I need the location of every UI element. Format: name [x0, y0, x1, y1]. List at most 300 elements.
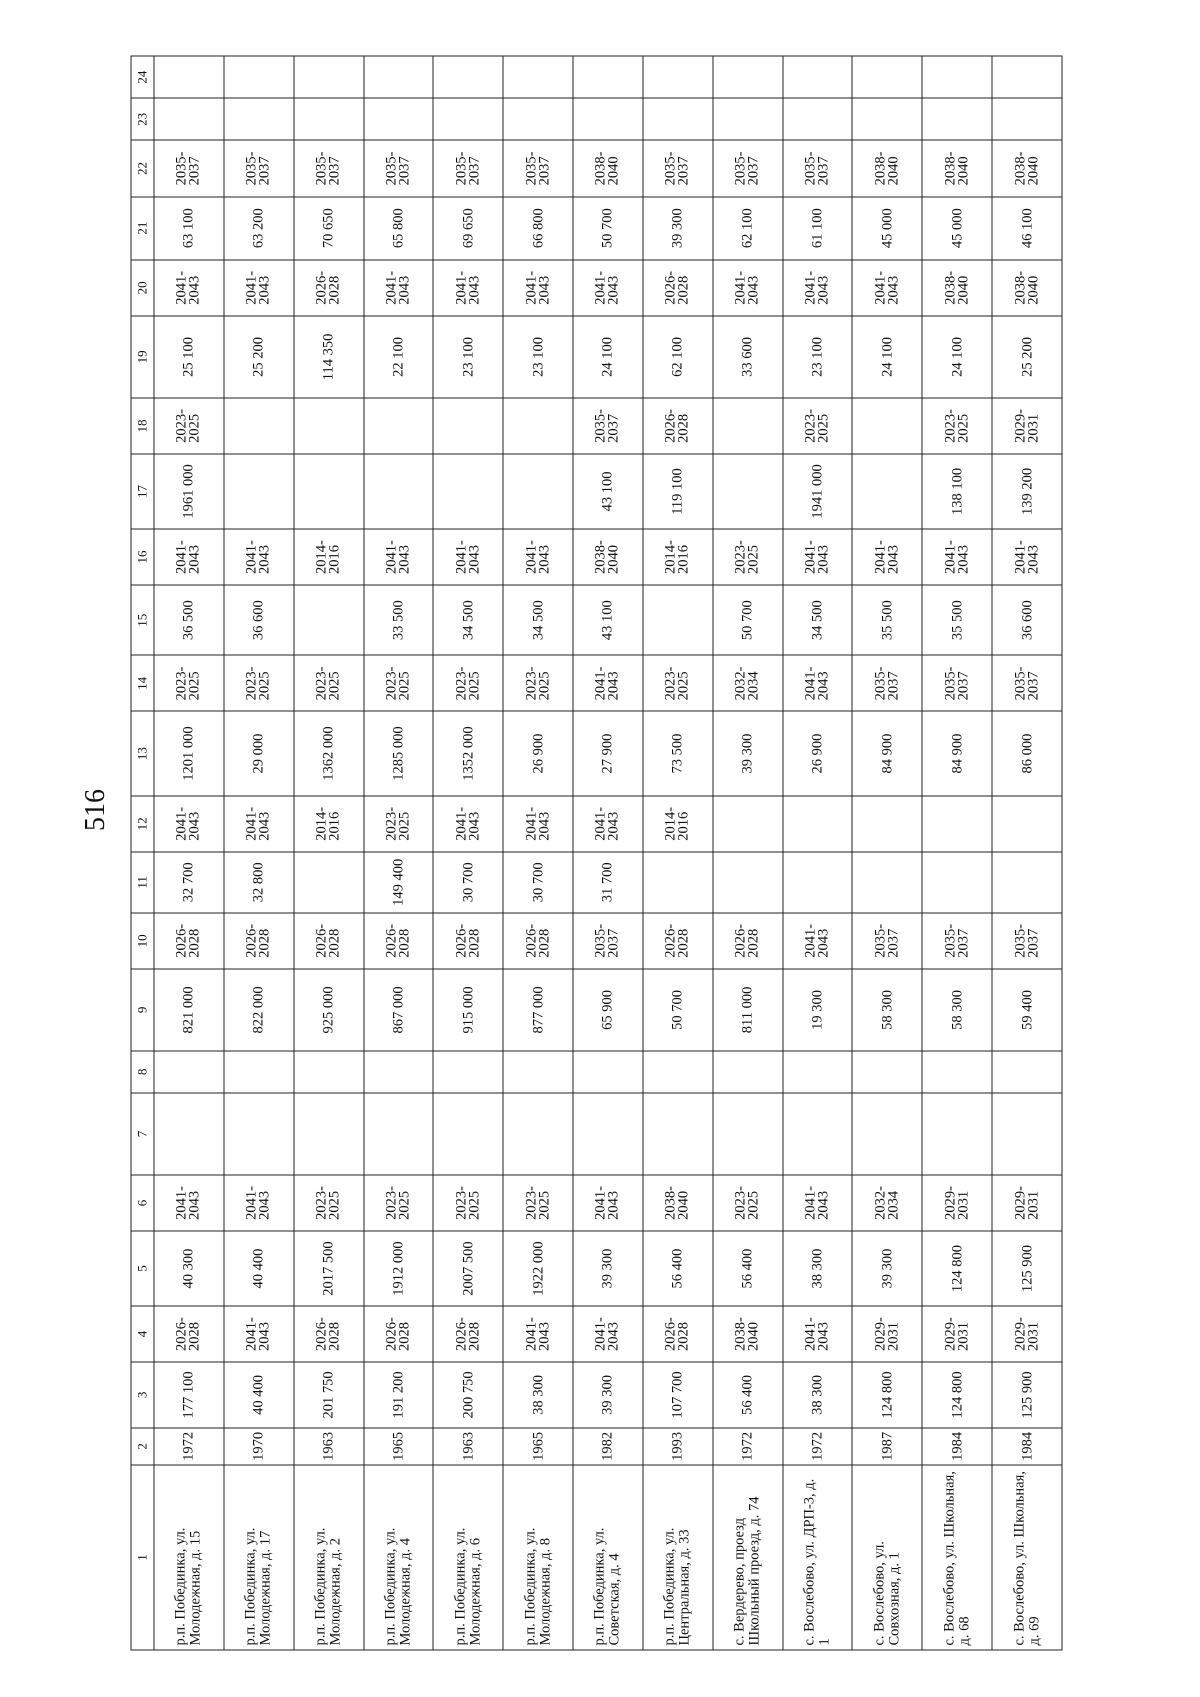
table-cell — [922, 1050, 992, 1092]
table-cell — [503, 140, 573, 196]
table-cell — [363, 655, 433, 711]
table-cell: 22 100 — [363, 315, 433, 397]
table-cell: 62 100 — [712, 196, 782, 259]
table-cell — [922, 98, 992, 140]
table-cell: 25 100 — [154, 315, 224, 397]
table-cell — [363, 528, 433, 584]
column-header: 12 — [131, 795, 154, 851]
table-cell: 24 100 — [922, 315, 992, 397]
table-cell: 65 900 — [573, 968, 643, 1050]
table-cell — [573, 1305, 643, 1361]
table-cell — [293, 851, 363, 912]
table-cell — [293, 56, 363, 98]
column-header: 4 — [131, 1305, 154, 1361]
year-range: 2041- 2043 — [173, 270, 203, 305]
table-cell — [992, 140, 1062, 196]
table-cell — [573, 1174, 643, 1230]
year-range: 2023- 2025 — [313, 665, 343, 700]
table-row — [223, 56, 293, 1650]
column-header: 21 — [131, 196, 154, 259]
table-cell — [154, 98, 224, 140]
year-range: 2041- 2043 — [732, 270, 762, 305]
table-cell: 1965 — [503, 1427, 573, 1464]
table-cell: 1912 000 — [363, 1231, 433, 1306]
column-header: 24 — [131, 56, 154, 98]
year-range: 2026- 2028 — [313, 270, 343, 305]
table-cell: 38 300 — [782, 1362, 852, 1428]
table-cell — [852, 795, 922, 851]
year-range: 2035- 2037 — [871, 665, 901, 700]
table-cell: 149 400 — [363, 851, 433, 912]
table-row — [363, 56, 433, 1650]
table-cell — [712, 1174, 782, 1230]
table-cell — [992, 912, 1062, 968]
table-cell — [573, 1092, 643, 1174]
table-cell — [223, 1050, 293, 1092]
table-cell: 32 700 — [154, 851, 224, 912]
year-range: 2041- 2043 — [243, 1185, 273, 1220]
year-range: 2035- 2037 — [313, 151, 343, 185]
table-cell — [293, 1174, 363, 1230]
table-cell — [712, 1092, 782, 1174]
year-range: 2023- 2025 — [382, 806, 412, 841]
table-cell — [223, 397, 293, 453]
table-cell: 27 900 — [573, 711, 643, 795]
table-cell — [223, 56, 293, 98]
table-cell — [363, 259, 433, 315]
year-range: 2014- 2016 — [313, 806, 343, 841]
year-range: 2041- 2043 — [592, 806, 622, 841]
table-cell — [642, 1174, 712, 1230]
table-cell: 63 100 — [154, 196, 224, 259]
table-cell — [223, 140, 293, 196]
table-cell: 1201 000 — [154, 711, 224, 795]
table-cell — [363, 56, 433, 98]
table-cell: 40 300 — [154, 1231, 224, 1306]
table-cell — [852, 397, 922, 453]
table-cell: 34 500 — [503, 585, 573, 655]
year-range: 2038- 2040 — [592, 539, 622, 574]
year-range: 2026- 2028 — [662, 923, 692, 958]
table-cell — [503, 795, 573, 851]
year-range: 2041- 2043 — [871, 270, 901, 305]
table-cell: 1963 — [293, 1427, 363, 1464]
table-cell — [922, 1305, 992, 1361]
table-cell — [293, 259, 363, 315]
table-cell: 56 400 — [712, 1362, 782, 1428]
table-cell — [293, 1050, 363, 1092]
year-range: 2038- 2040 — [1011, 151, 1041, 185]
table-cell — [992, 795, 1062, 851]
table-cell: 30 700 — [503, 851, 573, 912]
year-range: 2014- 2016 — [662, 806, 692, 841]
table-cell: 58 300 — [922, 968, 992, 1050]
table-cell: 61 100 — [782, 196, 852, 259]
year-range: 2026- 2028 — [313, 1316, 343, 1351]
table-cell: 138 100 — [922, 454, 992, 529]
table-cell — [433, 1050, 503, 1092]
address-cell: р.п. Побединка, ул. Молодежная, д. 17 — [223, 1465, 293, 1650]
table-cell — [433, 655, 503, 711]
table-cell: 1982 — [573, 1427, 643, 1464]
table-cell: 32 800 — [223, 851, 293, 912]
table-cell: 24 100 — [852, 315, 922, 397]
year-range: 2035- 2037 — [941, 923, 971, 958]
table-cell: 45 000 — [852, 196, 922, 259]
table-cell — [433, 1092, 503, 1174]
table-row — [154, 56, 224, 1650]
table-cell — [782, 795, 852, 851]
year-range: 2041- 2043 — [592, 1316, 622, 1351]
year-range: 2041- 2043 — [452, 270, 482, 305]
table-cell — [573, 912, 643, 968]
table-cell — [852, 98, 922, 140]
table-cell — [852, 1174, 922, 1230]
table-cell: 925 000 — [293, 968, 363, 1050]
table-cell: 1941 000 — [782, 454, 852, 529]
table-cell — [852, 1305, 922, 1361]
table-cell — [503, 454, 573, 529]
table-cell: 1972 — [712, 1427, 782, 1464]
table-row — [852, 56, 922, 1650]
table-cell — [293, 585, 363, 655]
table-cell — [642, 56, 712, 98]
table-cell: 1984 — [922, 1427, 992, 1464]
table-cell: 1961 000 — [154, 454, 224, 529]
table-cell — [573, 140, 643, 196]
table-cell: 66 800 — [503, 196, 573, 259]
table-cell — [642, 397, 712, 453]
year-range: 2038- 2040 — [732, 1316, 762, 1351]
year-range: 2041- 2043 — [522, 1316, 552, 1351]
table-cell: 39 300 — [642, 196, 712, 259]
year-range: 2035- 2037 — [592, 408, 622, 443]
table-cell — [154, 528, 224, 584]
header-row — [131, 56, 154, 1650]
year-range: 2035- 2037 — [452, 151, 482, 185]
table-cell: 124 800 — [852, 1362, 922, 1428]
column-header: 10 — [131, 912, 154, 968]
table-cell — [782, 851, 852, 912]
year-range: 2029- 2031 — [941, 1185, 971, 1220]
page-number: 516 — [80, 789, 111, 831]
table-cell: 125 900 — [992, 1231, 1062, 1306]
table-cell: 107 700 — [642, 1362, 712, 1428]
year-range: 2023- 2025 — [452, 1185, 482, 1220]
year-range: 2023- 2025 — [802, 408, 832, 443]
table-cell — [223, 655, 293, 711]
year-range: 2041- 2043 — [802, 1185, 832, 1220]
table-cell — [992, 655, 1062, 711]
table-cell — [154, 397, 224, 453]
table-cell — [922, 1174, 992, 1230]
table-cell — [922, 528, 992, 584]
table-cell — [922, 397, 992, 453]
table-cell — [712, 98, 782, 140]
column-header: 16 — [131, 528, 154, 584]
year-range: 2035- 2037 — [243, 151, 273, 185]
year-range: 2026- 2028 — [522, 923, 552, 958]
table-cell — [573, 56, 643, 98]
table-cell — [852, 655, 922, 711]
table-cell — [782, 397, 852, 453]
table-cell — [433, 528, 503, 584]
column-header: 15 — [131, 585, 154, 655]
table-row — [293, 56, 363, 1650]
column-header: 19 — [131, 315, 154, 397]
year-range: 2026- 2028 — [662, 408, 692, 443]
year-range: 2023- 2025 — [941, 408, 971, 443]
table-cell: 73 500 — [642, 711, 712, 795]
table-cell — [154, 1174, 224, 1230]
table-cell: 43 100 — [573, 454, 643, 529]
table-cell — [433, 140, 503, 196]
table-cell — [503, 1050, 573, 1092]
table-cell: 36 600 — [992, 585, 1062, 655]
address-cell: р.п. Побединка, ул. Молодежная, д. 2 — [293, 1465, 363, 1650]
year-range: 2041- 2043 — [802, 539, 832, 574]
year-range: 2041- 2043 — [452, 539, 482, 574]
year-range: 2026- 2028 — [382, 923, 412, 958]
year-range: 2032- 2034 — [871, 1185, 901, 1220]
table-cell — [363, 1305, 433, 1361]
column-header: 11 — [131, 851, 154, 912]
table-cell — [223, 1174, 293, 1230]
table-cell — [922, 259, 992, 315]
table-cell: 1993 — [642, 1427, 712, 1464]
table-cell — [223, 795, 293, 851]
year-range: 2041- 2043 — [592, 1185, 622, 1220]
table-cell — [922, 851, 992, 912]
year-range: 2041- 2043 — [173, 806, 203, 841]
table-cell: 39 300 — [573, 1231, 643, 1306]
table-cell: 25 200 — [992, 315, 1062, 397]
column-header: 9 — [131, 968, 154, 1050]
table-cell — [223, 259, 293, 315]
table-row — [642, 56, 712, 1650]
table-cell — [154, 56, 224, 98]
table-cell: 29 000 — [223, 711, 293, 795]
table-cell: 35 500 — [922, 585, 992, 655]
table-cell: 70 650 — [293, 196, 363, 259]
column-header: 5 — [131, 1231, 154, 1306]
year-range: 2041- 2043 — [802, 665, 832, 700]
table-cell — [782, 259, 852, 315]
year-range: 2026- 2028 — [452, 1316, 482, 1351]
year-range: 2035- 2037 — [382, 151, 412, 185]
column-header: 14 — [131, 655, 154, 711]
table-cell: 24 100 — [573, 315, 643, 397]
table-cell — [573, 655, 643, 711]
table-cell — [573, 795, 643, 851]
year-range: 2014- 2016 — [313, 539, 343, 574]
table-cell: 1965 — [363, 1427, 433, 1464]
table-cell — [782, 140, 852, 196]
table-cell: 191 200 — [363, 1362, 433, 1428]
table-cell — [782, 56, 852, 98]
table-cell — [992, 1174, 1062, 1230]
table-cell — [433, 912, 503, 968]
table-cell: 36 600 — [223, 585, 293, 655]
table-cell: 69 650 — [433, 196, 503, 259]
table-cell: 822 000 — [223, 968, 293, 1050]
table-cell — [293, 655, 363, 711]
year-range: 2035- 2037 — [173, 151, 203, 185]
table-cell — [223, 454, 293, 529]
table-cell — [712, 1050, 782, 1092]
address-cell: р.п. Побединка, ул. Молодежная, д. 15 — [154, 1465, 224, 1650]
table-cell — [503, 259, 573, 315]
table-cell — [712, 795, 782, 851]
year-range: 2041- 2043 — [802, 923, 832, 958]
table-cell: 26 900 — [503, 711, 573, 795]
table-cell: 867 000 — [363, 968, 433, 1050]
column-header: 23 — [131, 98, 154, 140]
table-cell — [573, 98, 643, 140]
address-cell: р.п. Побединка, ул. Молодежная, д. 6 — [433, 1465, 503, 1650]
year-range: 2035- 2037 — [802, 151, 832, 185]
table-cell — [433, 259, 503, 315]
table-cell: 821 000 — [154, 968, 224, 1050]
table-cell — [712, 397, 782, 453]
table-cell: 50 700 — [573, 196, 643, 259]
table-cell — [852, 1092, 922, 1174]
year-range: 2026- 2028 — [662, 270, 692, 305]
table-cell: 58 300 — [852, 968, 922, 1050]
year-range: 2023- 2025 — [173, 408, 203, 443]
year-range: 2041- 2043 — [592, 270, 622, 305]
year-range: 2026- 2028 — [732, 923, 762, 958]
table-cell — [223, 528, 293, 584]
table-cell — [642, 259, 712, 315]
table-cell — [503, 655, 573, 711]
year-range: 2023- 2025 — [382, 665, 412, 700]
column-header: 17 — [131, 454, 154, 529]
year-range: 2023- 2025 — [243, 665, 273, 700]
year-range: 2029- 2031 — [1011, 1316, 1041, 1351]
table-cell — [642, 795, 712, 851]
table-cell — [922, 795, 992, 851]
table-cell: 84 900 — [852, 711, 922, 795]
table-cell — [922, 912, 992, 968]
table-cell — [782, 1050, 852, 1092]
table-cell — [852, 56, 922, 98]
table-cell — [642, 1050, 712, 1092]
table-cell: 39 300 — [712, 711, 782, 795]
table-cell: 2017 500 — [293, 1231, 363, 1306]
table-cell — [293, 98, 363, 140]
table-cell — [363, 397, 433, 453]
year-range: 2041- 2043 — [173, 1185, 203, 1220]
table-cell — [642, 528, 712, 584]
table-cell — [642, 851, 712, 912]
table-cell: 1352 000 — [433, 711, 503, 795]
table-cell: 63 200 — [223, 196, 293, 259]
table-cell — [433, 1305, 503, 1361]
year-range: 2035- 2037 — [662, 151, 692, 185]
table-cell — [433, 1174, 503, 1230]
table-cell: 1922 000 — [503, 1231, 573, 1306]
table-cell — [223, 1092, 293, 1174]
table-cell: 1987 — [852, 1427, 922, 1464]
table-cell — [712, 56, 782, 98]
table-cell — [363, 454, 433, 529]
table-cell: 30 700 — [433, 851, 503, 912]
year-range: 2029- 2031 — [871, 1316, 901, 1351]
year-range: 2041- 2043 — [802, 1316, 832, 1351]
table-cell — [363, 795, 433, 851]
table-cell: 139 200 — [992, 454, 1062, 529]
table-cell: 23 100 — [433, 315, 503, 397]
table-cell: 40 400 — [223, 1362, 293, 1428]
table-cell: 50 700 — [712, 585, 782, 655]
table-cell: 34 500 — [433, 585, 503, 655]
table-cell: 177 100 — [154, 1362, 224, 1428]
table-cell — [433, 454, 503, 529]
year-range: 2035- 2037 — [941, 665, 971, 700]
table-cell: 39 300 — [852, 1231, 922, 1306]
column-header: 13 — [131, 711, 154, 795]
table-cell — [642, 140, 712, 196]
table-cell — [293, 1305, 363, 1361]
year-range: 2041- 2043 — [173, 539, 203, 574]
year-range: 2035- 2037 — [592, 923, 622, 958]
year-range: 2026- 2028 — [173, 1316, 203, 1351]
table-cell: 811 000 — [712, 968, 782, 1050]
address-cell: р.п. Побединка, ул. Центральная, д. 33 — [642, 1465, 712, 1650]
table-cell: 1970 — [223, 1427, 293, 1464]
table-cell — [573, 259, 643, 315]
column-header: 3 — [131, 1362, 154, 1428]
table-cell — [992, 1305, 1062, 1361]
year-range: 2041- 2043 — [522, 539, 552, 574]
table-cell — [992, 259, 1062, 315]
year-range: 2035- 2037 — [522, 151, 552, 185]
table-cell: 84 900 — [922, 711, 992, 795]
table-cell — [223, 1305, 293, 1361]
table-cell — [642, 1092, 712, 1174]
table-cell — [782, 655, 852, 711]
table-cell — [363, 98, 433, 140]
year-range: 2023- 2025 — [522, 665, 552, 700]
table-cell: 125 900 — [992, 1362, 1062, 1428]
year-range: 2026- 2028 — [243, 923, 273, 958]
year-range: 2038- 2040 — [592, 151, 622, 185]
table-cell — [782, 98, 852, 140]
year-range: 2041- 2043 — [941, 539, 971, 574]
year-range: 2023- 2025 — [662, 665, 692, 700]
table-cell — [154, 259, 224, 315]
year-range: 2041- 2043 — [243, 539, 273, 574]
table-cell — [154, 655, 224, 711]
address-cell: р.п. Побединка, ул. Молодежная, д. 4 — [363, 1465, 433, 1650]
table-cell — [154, 1305, 224, 1361]
table-cell: 46 100 — [992, 196, 1062, 259]
table-cell: 45 000 — [922, 196, 992, 259]
year-range: 2023- 2025 — [732, 1185, 762, 1220]
year-range: 2029- 2031 — [1011, 408, 1041, 443]
table-row — [922, 56, 992, 1650]
table-cell: 65 800 — [363, 196, 433, 259]
table-cell — [573, 528, 643, 584]
table-cell — [503, 528, 573, 584]
table-cell — [154, 1050, 224, 1092]
table-cell — [154, 912, 224, 968]
table-cell: 40 400 — [223, 1231, 293, 1306]
table-cell: 200 750 — [433, 1362, 503, 1428]
table-cell — [852, 454, 922, 529]
table-cell — [782, 528, 852, 584]
